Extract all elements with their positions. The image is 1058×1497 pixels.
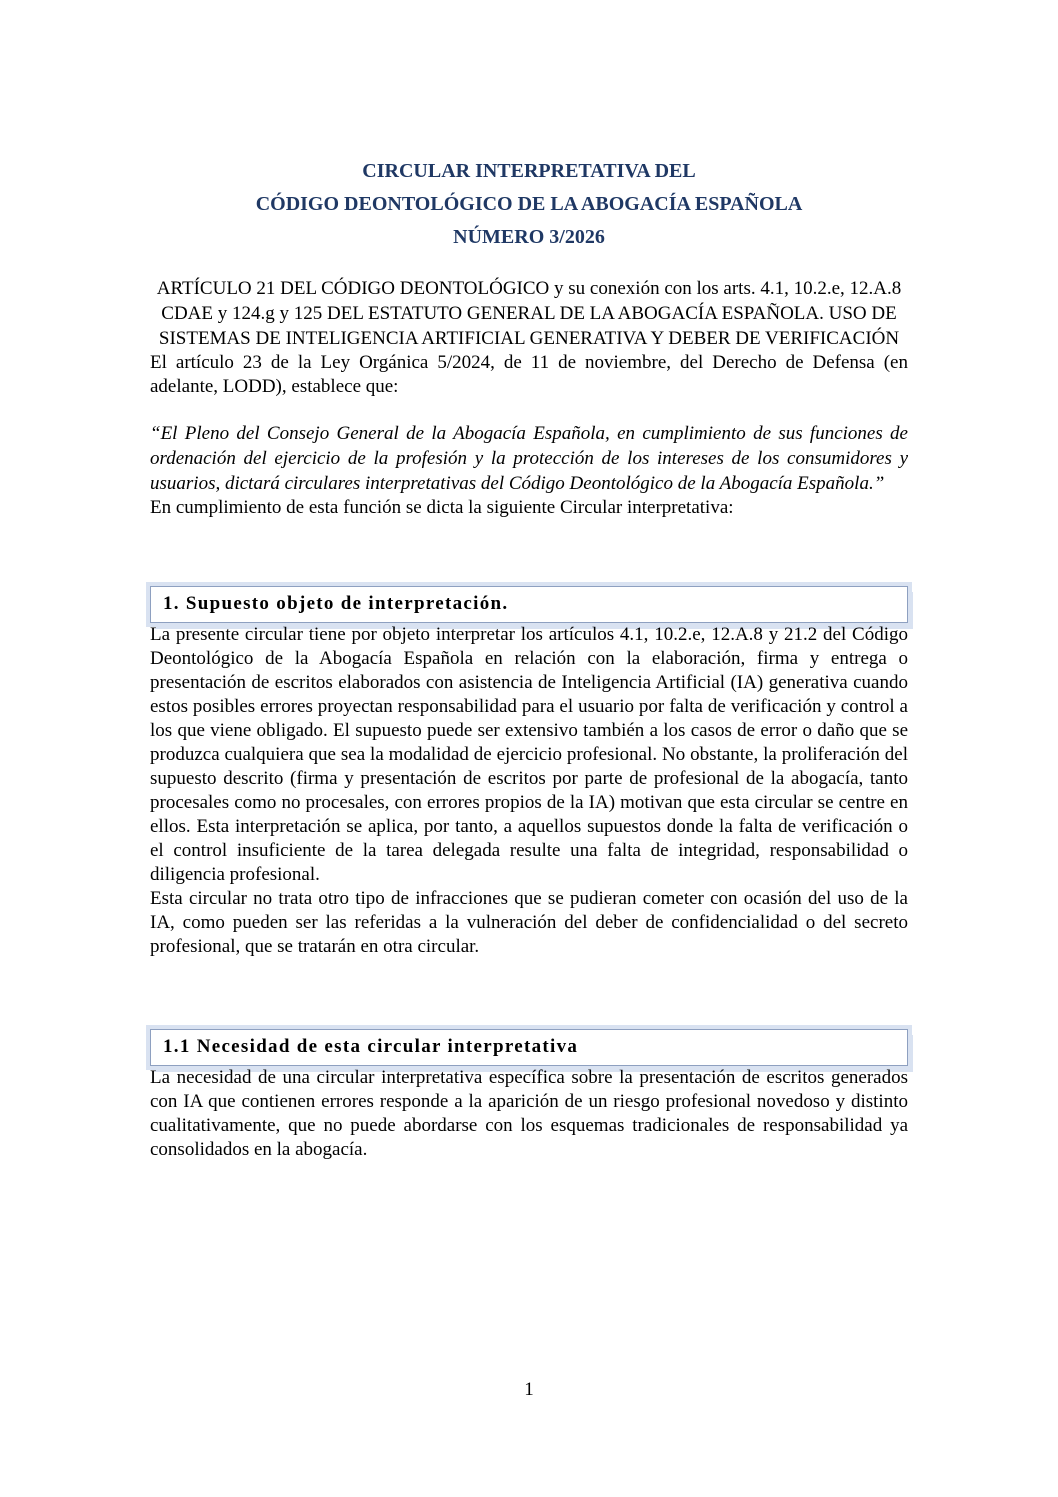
section-1-1-heading-box	[150, 1029, 908, 1066]
title-line-3: NÚMERO 3/2026	[453, 226, 605, 248]
document-title	[150, 155, 908, 254]
section-1-1-heading: 1.1 Necesidad de esta circular interpretativa	[163, 1036, 579, 1057]
document-subtitle: ARTÍCULO 21 DEL CÓDIGO DEONTOLÓGICO y su conexión con los arts. 4.1, 10.2.e, 12.A.8 CDAE y 124.g y 125 DEL ESTATUTO GENERAL DE LA ABOGACÍA ESPAÑOLA. USO DE SISTEMAS DE INTELIGENCIA ARTIFICIAL GENERATIVA Y DEBER DE VERIFICACIÓN	[156, 278, 902, 349]
legal-quote-paragraph: “El Pleno del Consejo General de la Abogacía Española, en cumplimiento de sus funciones de ordenación del ejercicio de la profesión y la protección de los intereses de los consumidores y usuarios, dictará circulares interpretativas del Código Deontológico de la Abogacía Española.”	[150, 423, 908, 494]
section-1-paragraph-1: La presente circular tiene por objeto interpretar los artículos 4.1, 10.2.e, 12.A.8 y 21.2 del Código Deontológico de la Abogacía Española en relación con la elaboración, firma y entrega o presentación de escritos elaborados con asistencia de Inteligencia Artificial (IA) generativa cuando estos posibles errores proyectan responsabilidad para el usuario por falta de verificación y control a los que viene obligado. El supuesto puede ser extensivo también a los casos de error o daño que se produzca cualquiera que sea la modalidad de ejercicio profesional. No obstante, la proliferación del supuesto descrito (firma y presentación de escritos por parte de profesional de la abogacía, tanto procesales como no procesales, con errores propios de la IA) motivan que esta circular se centre en ellos. Esta interpretación se aplica, por tanto, a aquellos supuestos donde la falta de verificación o el control insuficiente de la tarea delegada resulte una falta de integridad, responsabilidad o diligencia profesional.	[150, 624, 908, 885]
section-1-heading: 1. Supuesto objeto de interpretación.	[163, 593, 509, 614]
section-1-paragraph-2: Esta circular no trata otro tipo de infracciones que se pudieran cometer con ocasión del uso de la IA, como pueden ser las referidas a la vulneración del deber de confidencialidad o del secreto profesional, que se tratarán en otra circular.	[150, 888, 908, 957]
section-1-1-paragraph-1: La necesidad de una circular interpretativa específica sobre la presentación de escritos generados con IA que contienen errores responde a la aparición de un riesgo profesional novedoso y distinto cualitativamente, que no puede abordarse con los esquemas tradicionales de responsabilidad ya consolidados en la abogacía.	[150, 1067, 908, 1160]
section-1-heading-box	[150, 586, 908, 623]
after-quote-paragraph: En cumplimiento de esta función se dicta la siguiente Circular interpretativa:	[150, 497, 734, 518]
title-line-1: CIRCULAR INTERPRETATIVA DEL	[362, 160, 696, 182]
title-line-2: CÓDIGO DEONTOLÓGICO DE LA ABOGACÍA ESPAÑOLA	[255, 193, 803, 215]
intro-paragraph: El artículo 23 de la Ley Orgánica 5/2024, de 11 de noviembre, del Derecho de Defensa (en adelante, LODD), establece que:	[150, 352, 908, 397]
page-number: 1	[524, 1379, 534, 1400]
